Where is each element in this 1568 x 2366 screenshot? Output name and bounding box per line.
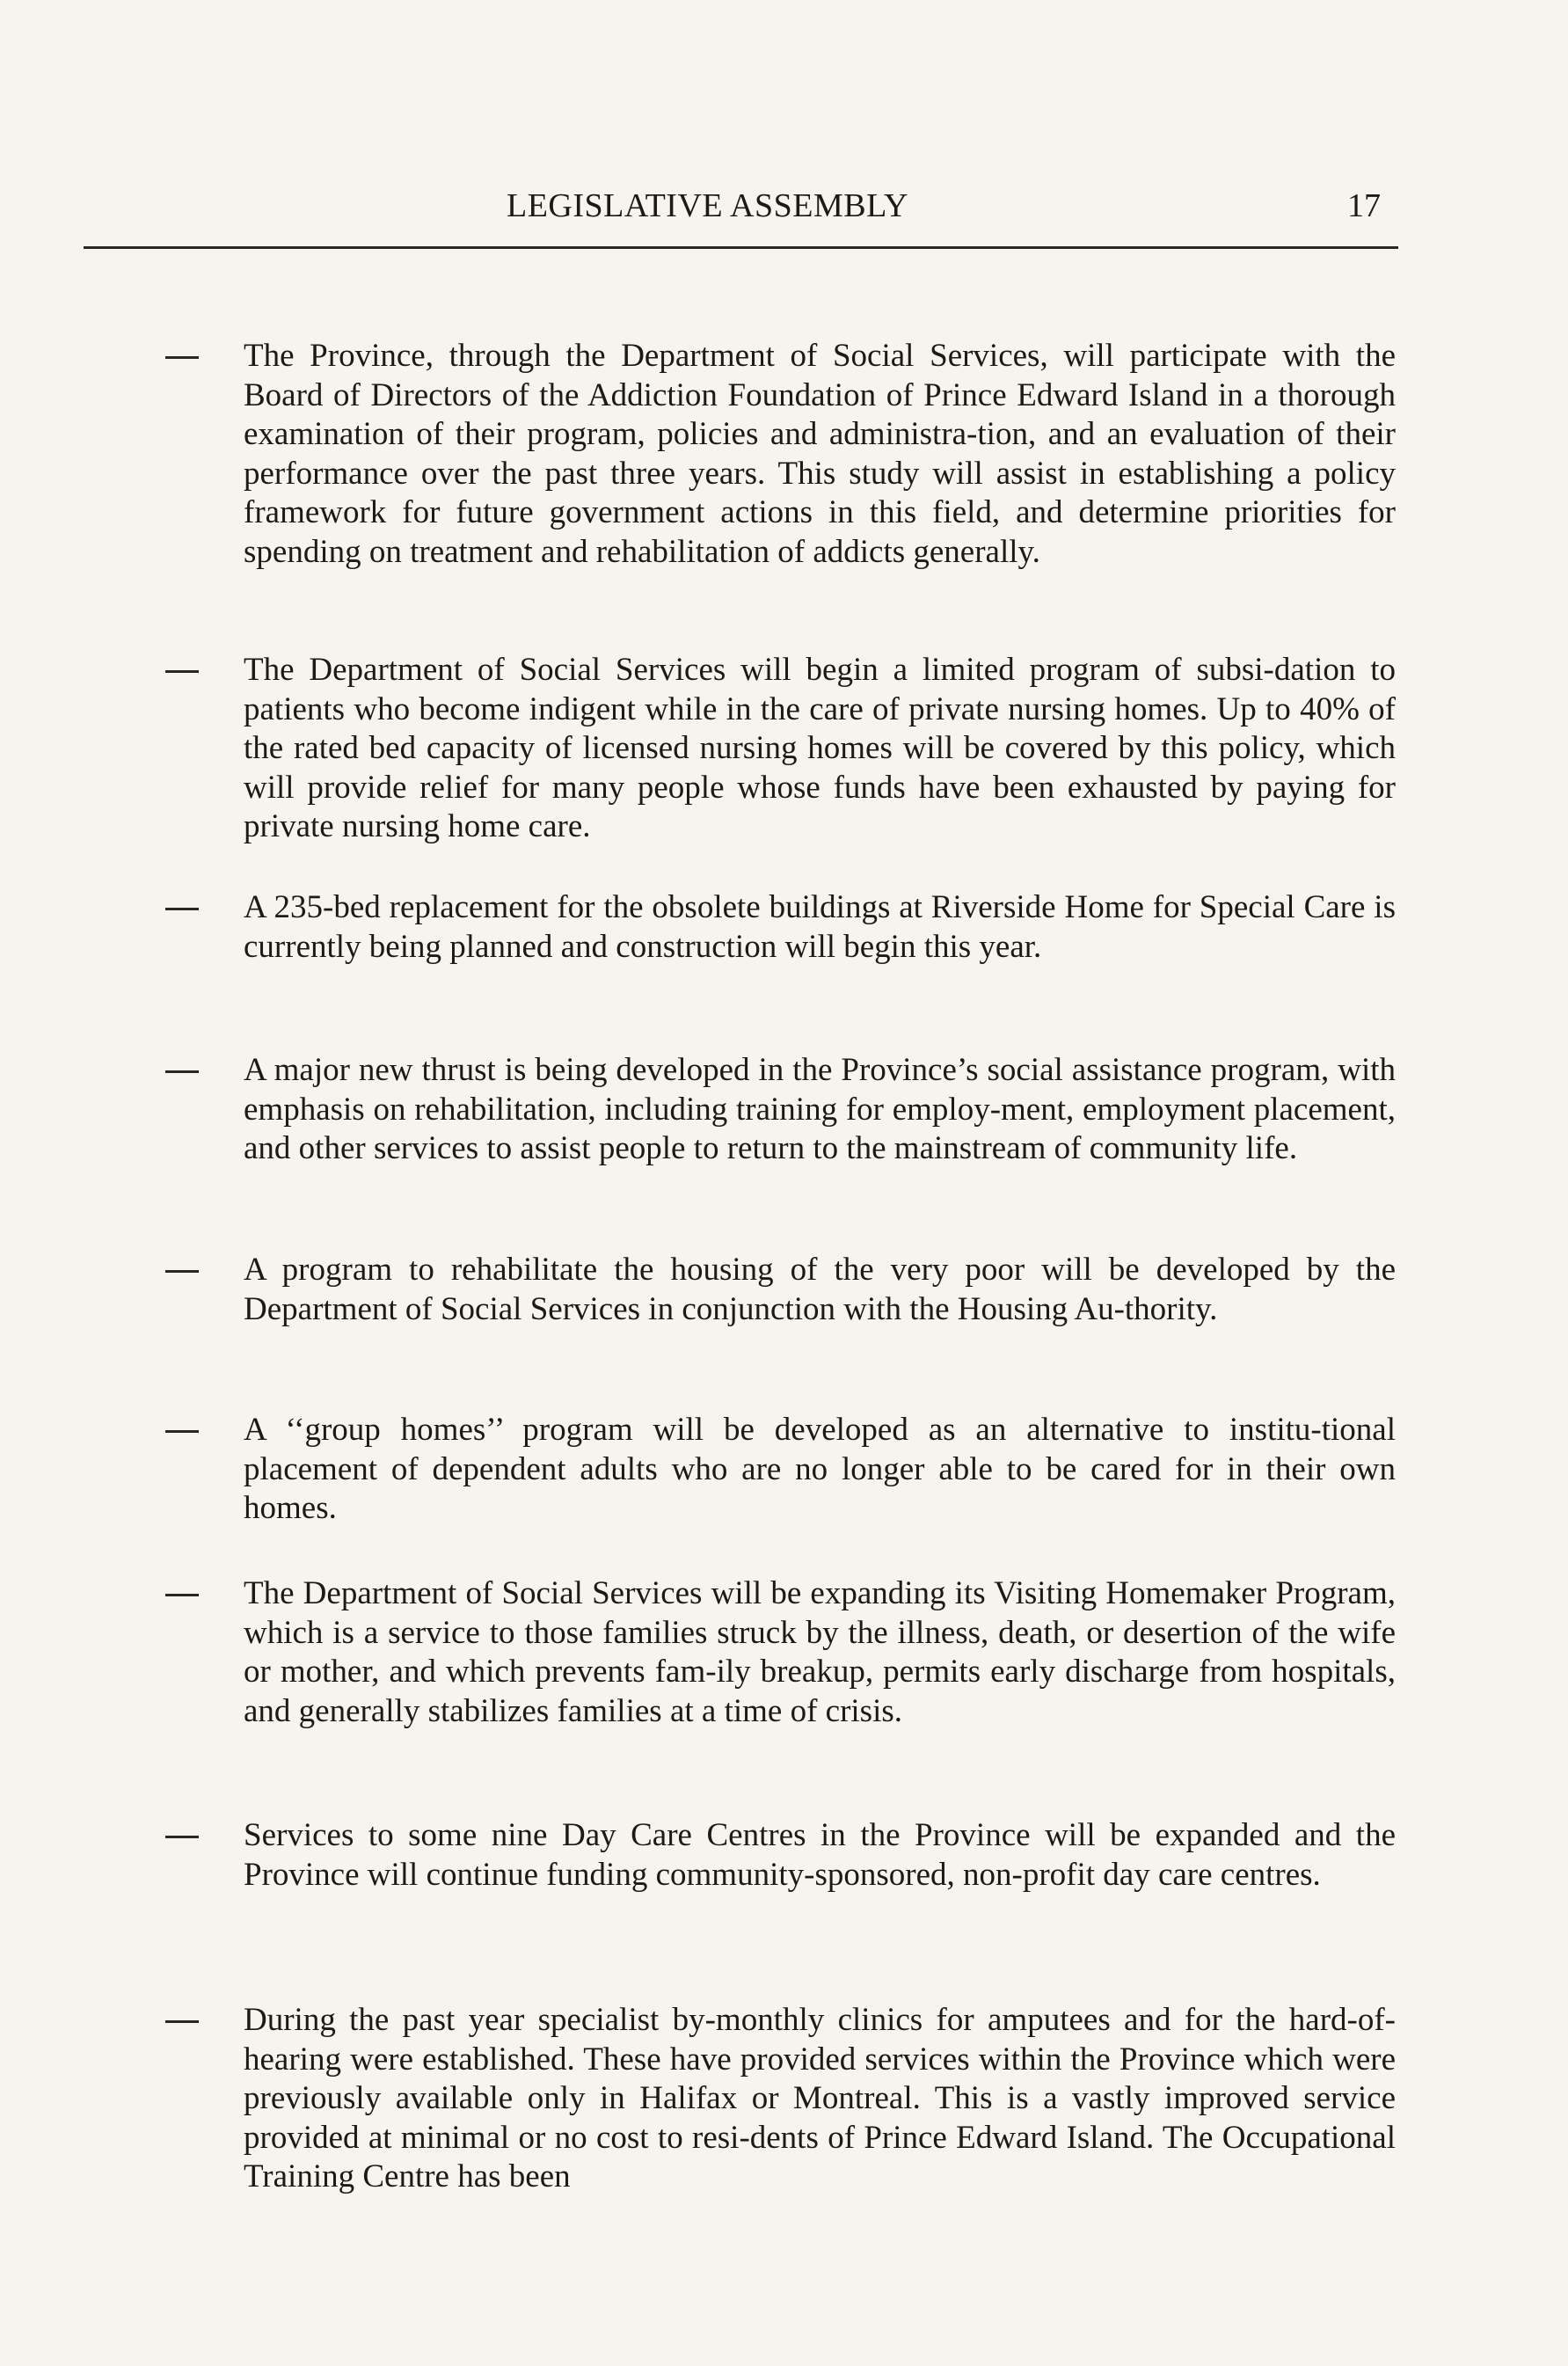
list-item-text: A 235-bed replacement for the obsolete buildings at Riverside Home for Special Care is currently being planned and construction will begin this year. [244, 889, 1396, 965]
list-item-text: The Department of Social Services will begin a limited program of subsi-dation to patients who become indigent while in the care of private nursing homes. Up to 40% of the rated bed capacity of licensed nursing homes will be covered by this policy, which will provide relief for many people whose funds have been exhausted by paying for private nursing home care. [244, 652, 1396, 844]
dash-marker [165, 1836, 199, 1838]
list-item-text: A major new thrust is being developed in the Province’s social assistance program, with emphasis on rehabilitation, including training for employ-ment, employment placement, and other services to assist people to return to the mainstream of community life. [244, 1052, 1396, 1166]
list-item-text: During the past year specialist by-monthly clinics for amputees and for the hard-of-hearing were established. These have provided services within the Province which were previously available only in Halifax or Montreal. This is a vastly improved service provided at minimal or no cost to resi-dents of Prince Edward Island. The Occupational Training Centre has been [244, 2002, 1396, 2194]
list-item-text: A ‘‘group homes’’ program will be developed as an alternative to institu-tional placement of dependent adults who are no longer able to be cared for in their own homes. [244, 1412, 1396, 1526]
list-item-text: A program to rehabilitate the housing of the very poor will be developed by the Department of Social Services in conjunction with the Housing Au-thority. [244, 1252, 1396, 1327]
dash-marker [165, 1070, 199, 1073]
dash-marker [165, 356, 199, 359]
running-head [0, 186, 1568, 230]
list-item-text: The Province, through the Department of Social Services, will participate with the Board of Directors of the Addiction Foundation of Prince Edward Island in a thorough examination of their program, policies and administra-tion, and an evaluation of their performance over the past three years. This study will assist in establishing a policy framework for future government actions in this field, and determine priorities for spending on treatment and rehabilitation of addicts generally. [244, 338, 1396, 570]
running-title: LEGISLATIVE ASSEMBLY [507, 187, 908, 224]
dash-marker [165, 1594, 199, 1596]
page-number: 17 [1347, 187, 1381, 224]
dash-marker [165, 1270, 199, 1273]
header-rule [84, 246, 1398, 249]
dash-marker [165, 2020, 199, 2023]
dash-marker [165, 1430, 199, 1433]
dash-marker [165, 670, 199, 673]
list-item-text: Services to some nine Day Care Centres in the Province will be expanded and the Province will continue funding community-sponsored, non-profit day care centres. [244, 1817, 1396, 1893]
list-item-text: The Department of Social Services will be expanding its Visiting Homemaker Program, which is a service to those families struck by the illness, death, or desertion of the wife or mother, and which prevents fam-ily breakup, permits early discharge from hospitals, and generally stabilizes families at a time of crisis. [244, 1575, 1396, 1729]
dash-marker [165, 908, 199, 910]
